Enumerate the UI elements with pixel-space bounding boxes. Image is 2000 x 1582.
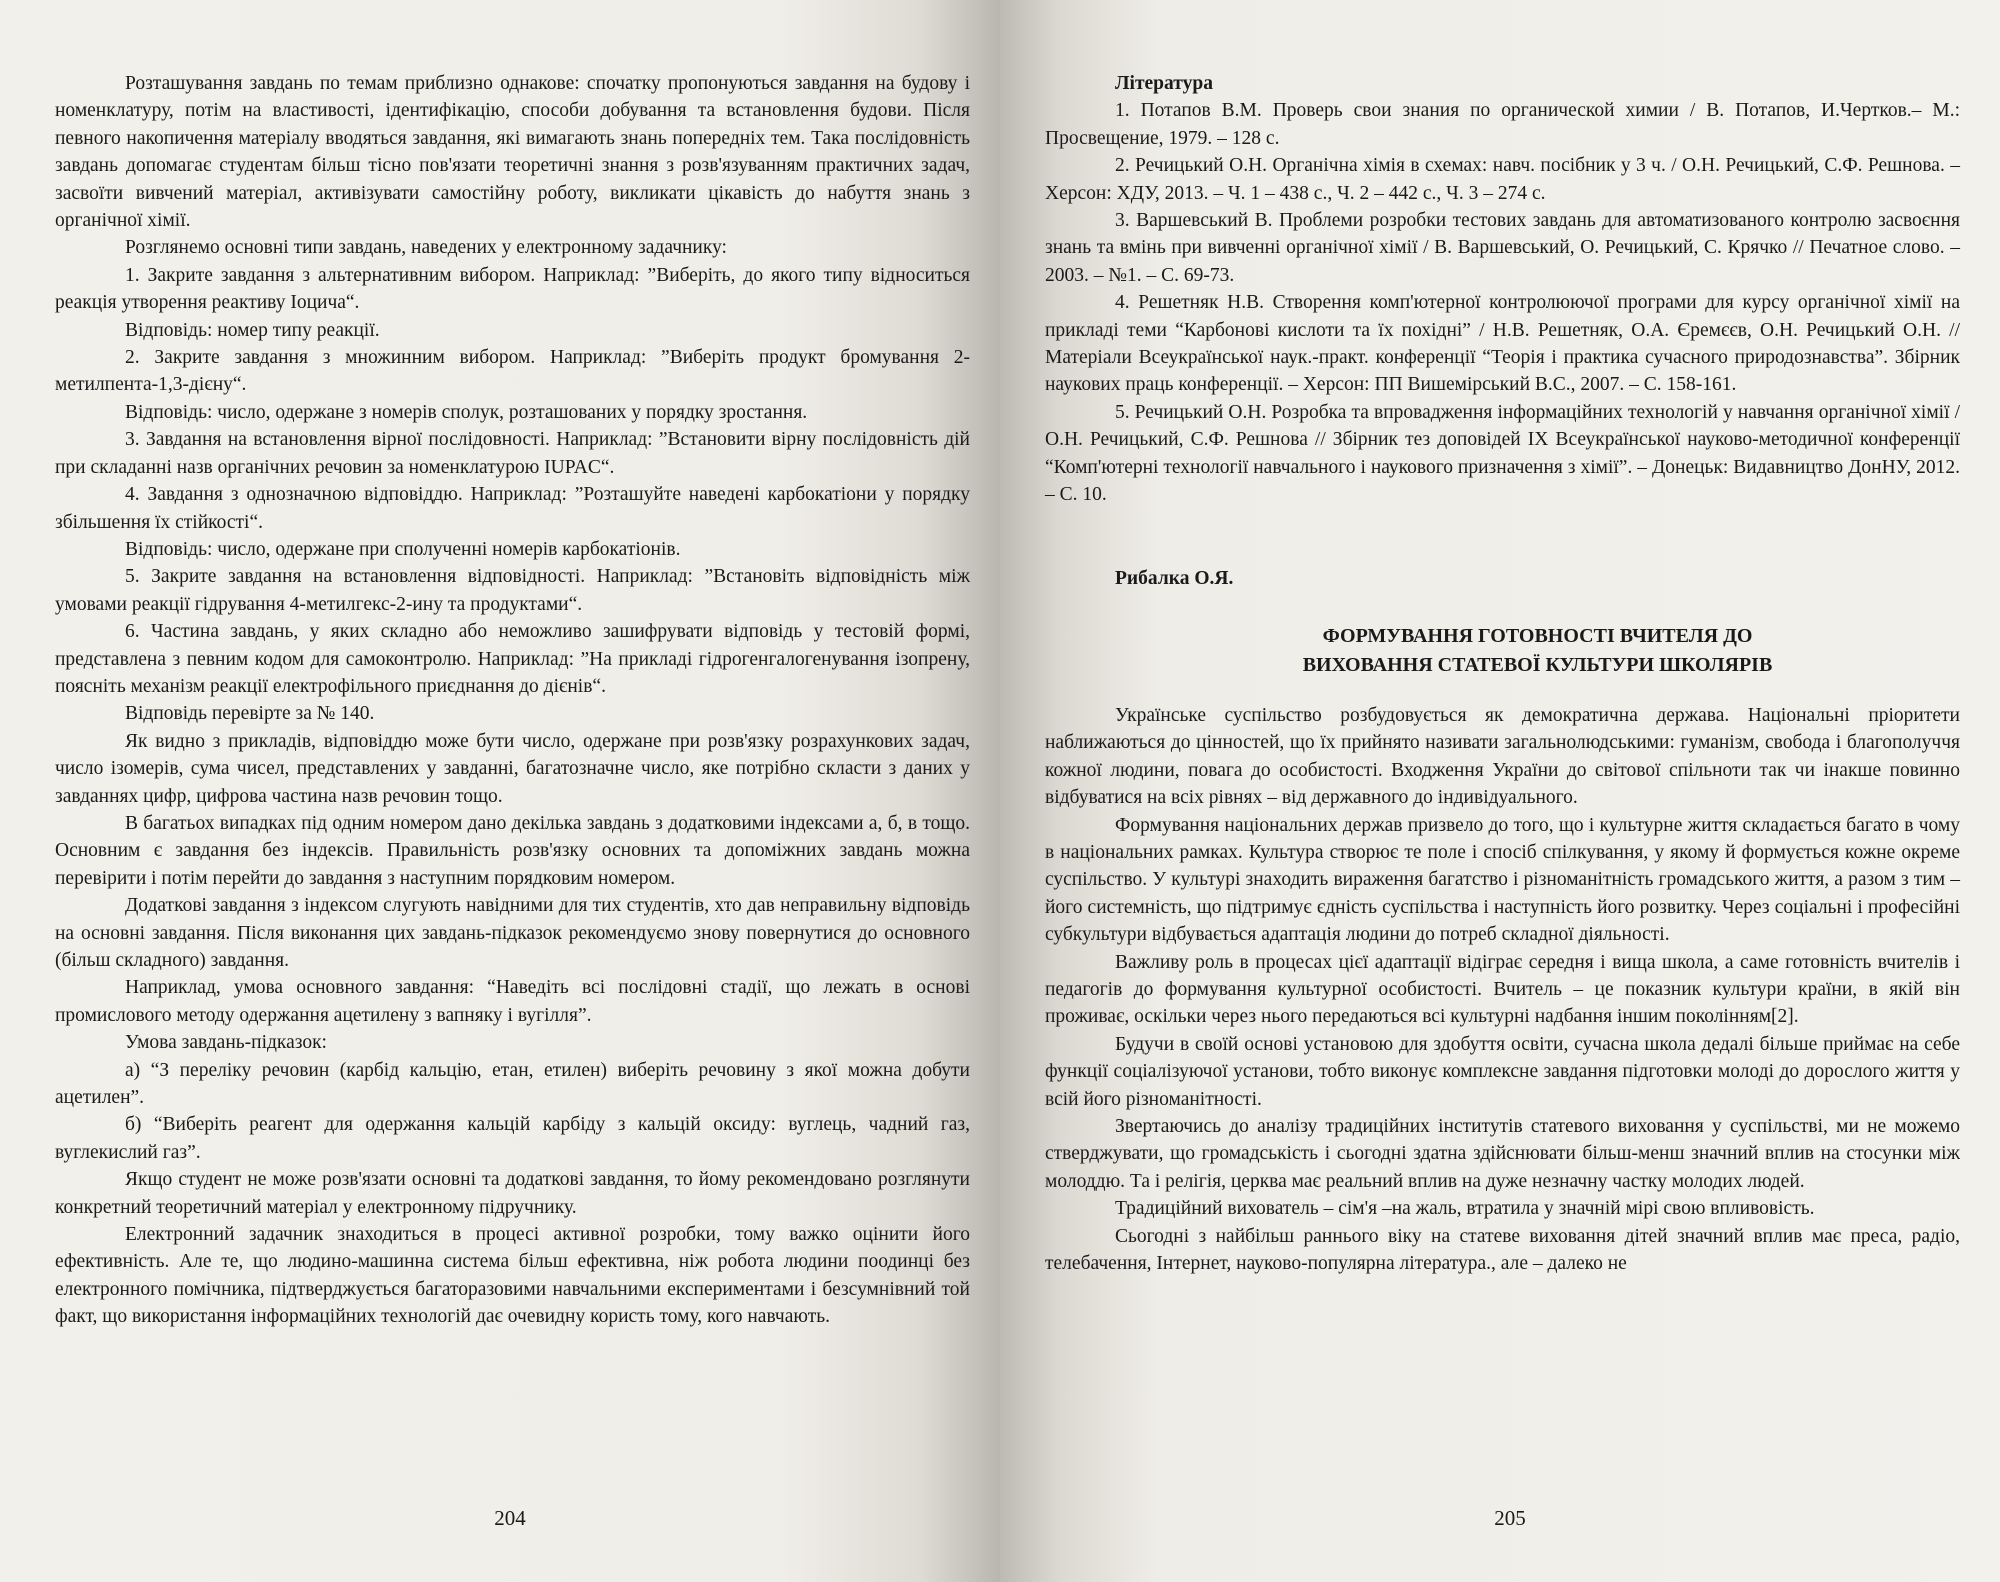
left-page-body (55, 70, 970, 1331)
paragraph: Відповідь: номер типу реакції. (125, 319, 380, 341)
paragraph: Додаткові завдання з індексом слугують навідними для тих студентів, хто дав неправильну відповідь на основні завдання. Після виконання цих завдань-підказок рекомендуємо знову повернутися до основного (більш складного) завдання. (55, 895, 970, 971)
reference-item: 5. Речицький О.Н. Розробка та впровадження інформаційних технологій у навчання органічної хімії / О.Н. Речицький, С.Ф. Решнова // Збірник тез доповідей IX Всеукраїнської науково-методичної конференції “Комп'ютерні технології навчального і наукового призначення з хімії”. – Донецьк: Видавництво ДонНУ, 2012. – С. 10. (1045, 401, 1960, 506)
reference-item: 3. Варшевський В. Проблеми розробки тестових завдань для автоматизованого контролю засвоєння знань та вмінь при вивченні органічної хімії / В. Варшевський, О. Речицький, С. Крячко // Печатное слово. – 2003. – №1. – С. 69-73. (1045, 210, 1960, 286)
article-title-line-1: ФОРМУВАННЯ ГОТОВНОСТІ ВЧИТЕЛЯ ДО (1322, 624, 1753, 647)
paragraph: 5. Закрите завдання на встановлення відповідності. Наприклад: ”Встановіть відповідність між умовами реакції гідрування 4-метилгекс-2-ину та продуктами“. (55, 566, 970, 615)
paragraph: 1. Закрите завдання з альтернативним вибором. Наприклад: ”Виберіть, до якого типу відноситься реакція утворення реактиву Іоцича“. (55, 264, 970, 314)
paragraph: Якщо студент не може розв'язати основні та додаткові завдання, то йому рекомендовано розглянути конкретний теоретичний матеріал у електронному підручнику. (55, 1169, 970, 1218)
paragraph: Важливу роль в процесах цієї адаптації відіграє середня і вища школа, а саме готовність вчителів і педагогів до формування культурної особистості. Вчитель – це показник культури країни, в якій він проживає, оскільки через нього передаються всі культурні надбання іншим поколінням[2]. (1045, 951, 1960, 1028)
paragraph: Будучи в своїй основі установою для здобуття освіти, сучасна школа дедалі більше приймає на себе функції соціалізуючої установи, тобто виконує комплексне завдання підготовки молоді до дорослого життя у всій його різноманітності. (1045, 1033, 1960, 1110)
paragraph: 2. Закрите завдання з множинним вибором. Наприклад: ”Виберіть продукт бромування 2-метилпента-1,3-дієну“. (55, 347, 970, 396)
paragraph: Розглянемо основні типи завдань, наведених у електронному задачнику: (125, 237, 727, 259)
paragraph: Електронний задачник знаходиться в процесі активної розробки, тому важко оцінити його ефективність. Але те, що людино-машинна система більш ефективна, ніж робота людини поодинці без електронного помічника, підтверджується багаторазовими навчальними експериментами і безсумнівний той факт, що використання інформаційних технологій дає очевидну користь тому, кого навчають. (55, 1224, 970, 1328)
article-title-line-2: ВИХОВАННЯ СТАТЕВОЇ КУЛЬТУРИ ШКОЛЯРІВ (1302, 653, 1773, 676)
literature-heading: Література (1115, 73, 1213, 94)
paragraph: Звертаючись до аналізу традиційних інститутів статевого виховання у суспільстві, ми не можемо стверджувати, що громадськість і сьогодні здатна здійснювати більш-менш значний вплив на стосунки між молоддю. Та і релігія, церква має реальний вплив на дуже незначну частку молодих людей. (1045, 1116, 1960, 1192)
paragraph: Умова завдань-підказок: (125, 1032, 327, 1054)
reference-item: 1. Потапов В.М. Проверь свои знания по органической химии / В. Потапов, И.Чертков.– М.: Просвещение, 1979. – 128 с. (1045, 100, 1960, 149)
paragraph: Відповідь: число, одержане при сполученні номерів карбокатіонів. (125, 538, 681, 560)
reference-item: 4. Решетняк Н.В. Створення комп'ютерної контролюючої програми для курсу органічної хімії на прикладі теми “Карбонові кислоти та їх похідні” / Н.В. Решетняк, О.А. Єремєєв, О.Н. Речицький О.Н. // Матеріали Всеукраїнської наук.-практ. конференції “Теорія і практика сучасного природознавства”. Збірник наукових праць конференції. – Херсон: ПП Вишемірський В.С., 2007. – С. 158-161. (1045, 292, 1960, 396)
paragraph: Розташування завдань по темам приблизно однакове: спочатку пропонуються завдання на будову і номенклатуру, потім на властивості, ідентифікацію, способи добування та встановлення будови. Після певного накопичення матеріалу вводяться завдання, які вимагають знань попередніх тем. Така послідовність завдань допомагає студентам більш тісно пов'язати теоретичні знання з розв'язуванням практичних задач, засвоїти вивчений матеріал, активізувати самостійну роботу, викликати цікавість до набуття знань з органічної хімії. (55, 73, 970, 232)
paragraph: 6. Частина завдань, у яких складно або неможливо зашифрувати відповідь у тестовій формі, представлена з певним кодом для самоконтролю. Наприклад: ”На прикладі гідрогенгалогенування ізопрену, поясніть механізм реакції електрофільного приєднання до дієнів“. (55, 621, 970, 697)
paragraph: Сьогодні з найбільш раннього віку на статеве виховання дітей значний вплив має преса, радіо, телебачення, Інтернет, науково-популярна література., але – далеко не (1045, 1225, 1960, 1275)
paragraph: Відповідь: число, одержане з номерів сполук, розташованих у порядку зростання. (125, 401, 808, 423)
paragraph: Українське суспільство розбудовується як демократична держава. Національні пріоритети наближаються до цінностей, що їх прийнято називати загальнолюдськими: гуманізм, свобода і благополуччя кожної людини, повага до особистості. Входження України до світової спільноти так чи інакше повинно відбуватися на всіх рівнях – від державного до індивідуального. (1045, 704, 1960, 809)
paragraph: Як видно з прикладів, відповіддю може бути число, одержане при розв'язку розрахункових задач, число ізомерів, сума чисел, представлених у завданні, багатозначне число, яке потрібно скласти з даних у завданнях цифр, цифрова частина назв речовин тощо. (55, 730, 970, 807)
page-number-right: 205 (1494, 1506, 1526, 1530)
paragraph: Формування національних держав призвело до того, що і культурне життя складається багато в чому в національних рамках. Культура створює те поле і спосіб спілкування, у якому й формується кожне окреме суспільство. У культурі знаходить вираження багатство і різноманітність громадського життя, а разом з тим – його системність, що підтримує єдність суспільства і наступність його розвитку. Через соціальні і професійні субкультури відбувається адаптація людини до потреб складної діяльності. (1045, 814, 1960, 946)
paragraph: 3. Завдання на встановлення вірної послідовності. Наприклад: ”Встановити вірну послідовність дій при складанні назв органічних речовин за номенклатурою IUPAC“. (55, 429, 970, 478)
paragraph: Відповідь перевірте за № 140. (125, 703, 375, 725)
paragraph: б) “Виберіть реагент для одержання кальцій карбіду з кальцій оксиду: вуглець, чадний газ, вуглекислий газ”. (55, 1114, 970, 1163)
paragraph: а) “З переліку речовин (карбід кальцію, етан, етилен) виберіть речовину з якої можна добути ацетилен”. (55, 1059, 970, 1109)
paragraph: Наприклад, умова основного завдання: “Наведіть всі послідовні стадії, що лежать в основі промислового методу одержання ацетилену з вапняку і вугілля”. (55, 977, 970, 1026)
page-number-left: 204 (494, 1506, 526, 1530)
article-author: Рибалка О.Я. (1115, 567, 1234, 589)
paragraph: В багатьох випадках під одним номером дано декілька завдань з додатковими індексами а, б, в тощо. Основним є завдання без індексів. Правильність розв'язку основних та допоміжних завдань можна перевірити і потім перейти до завдання з наступним порядковим номером. (55, 812, 970, 889)
reference-item: 2. Речицький О.Н. Органічна хімія в схемах: навч. посібник у 3 ч. / О.Н. Речицький, С.Ф. Решнова. – Херсон: ХДУ, 2013. – Ч. 1 – 438 с., Ч. 2 – 442 с., Ч. 3 – 274 с. (1045, 155, 1960, 204)
right-page-body (1045, 70, 1960, 1277)
paragraph: 4. Завдання з однозначною відповіддю. Наприклад: ”Розташуйте наведені карбокатіони у порядку збільшення їх стійкості“. (55, 484, 970, 533)
paragraph: Традиційний вихователь – сім'я –на жаль, втратила у значній мірі свою впливовість. (1115, 1198, 1815, 1220)
